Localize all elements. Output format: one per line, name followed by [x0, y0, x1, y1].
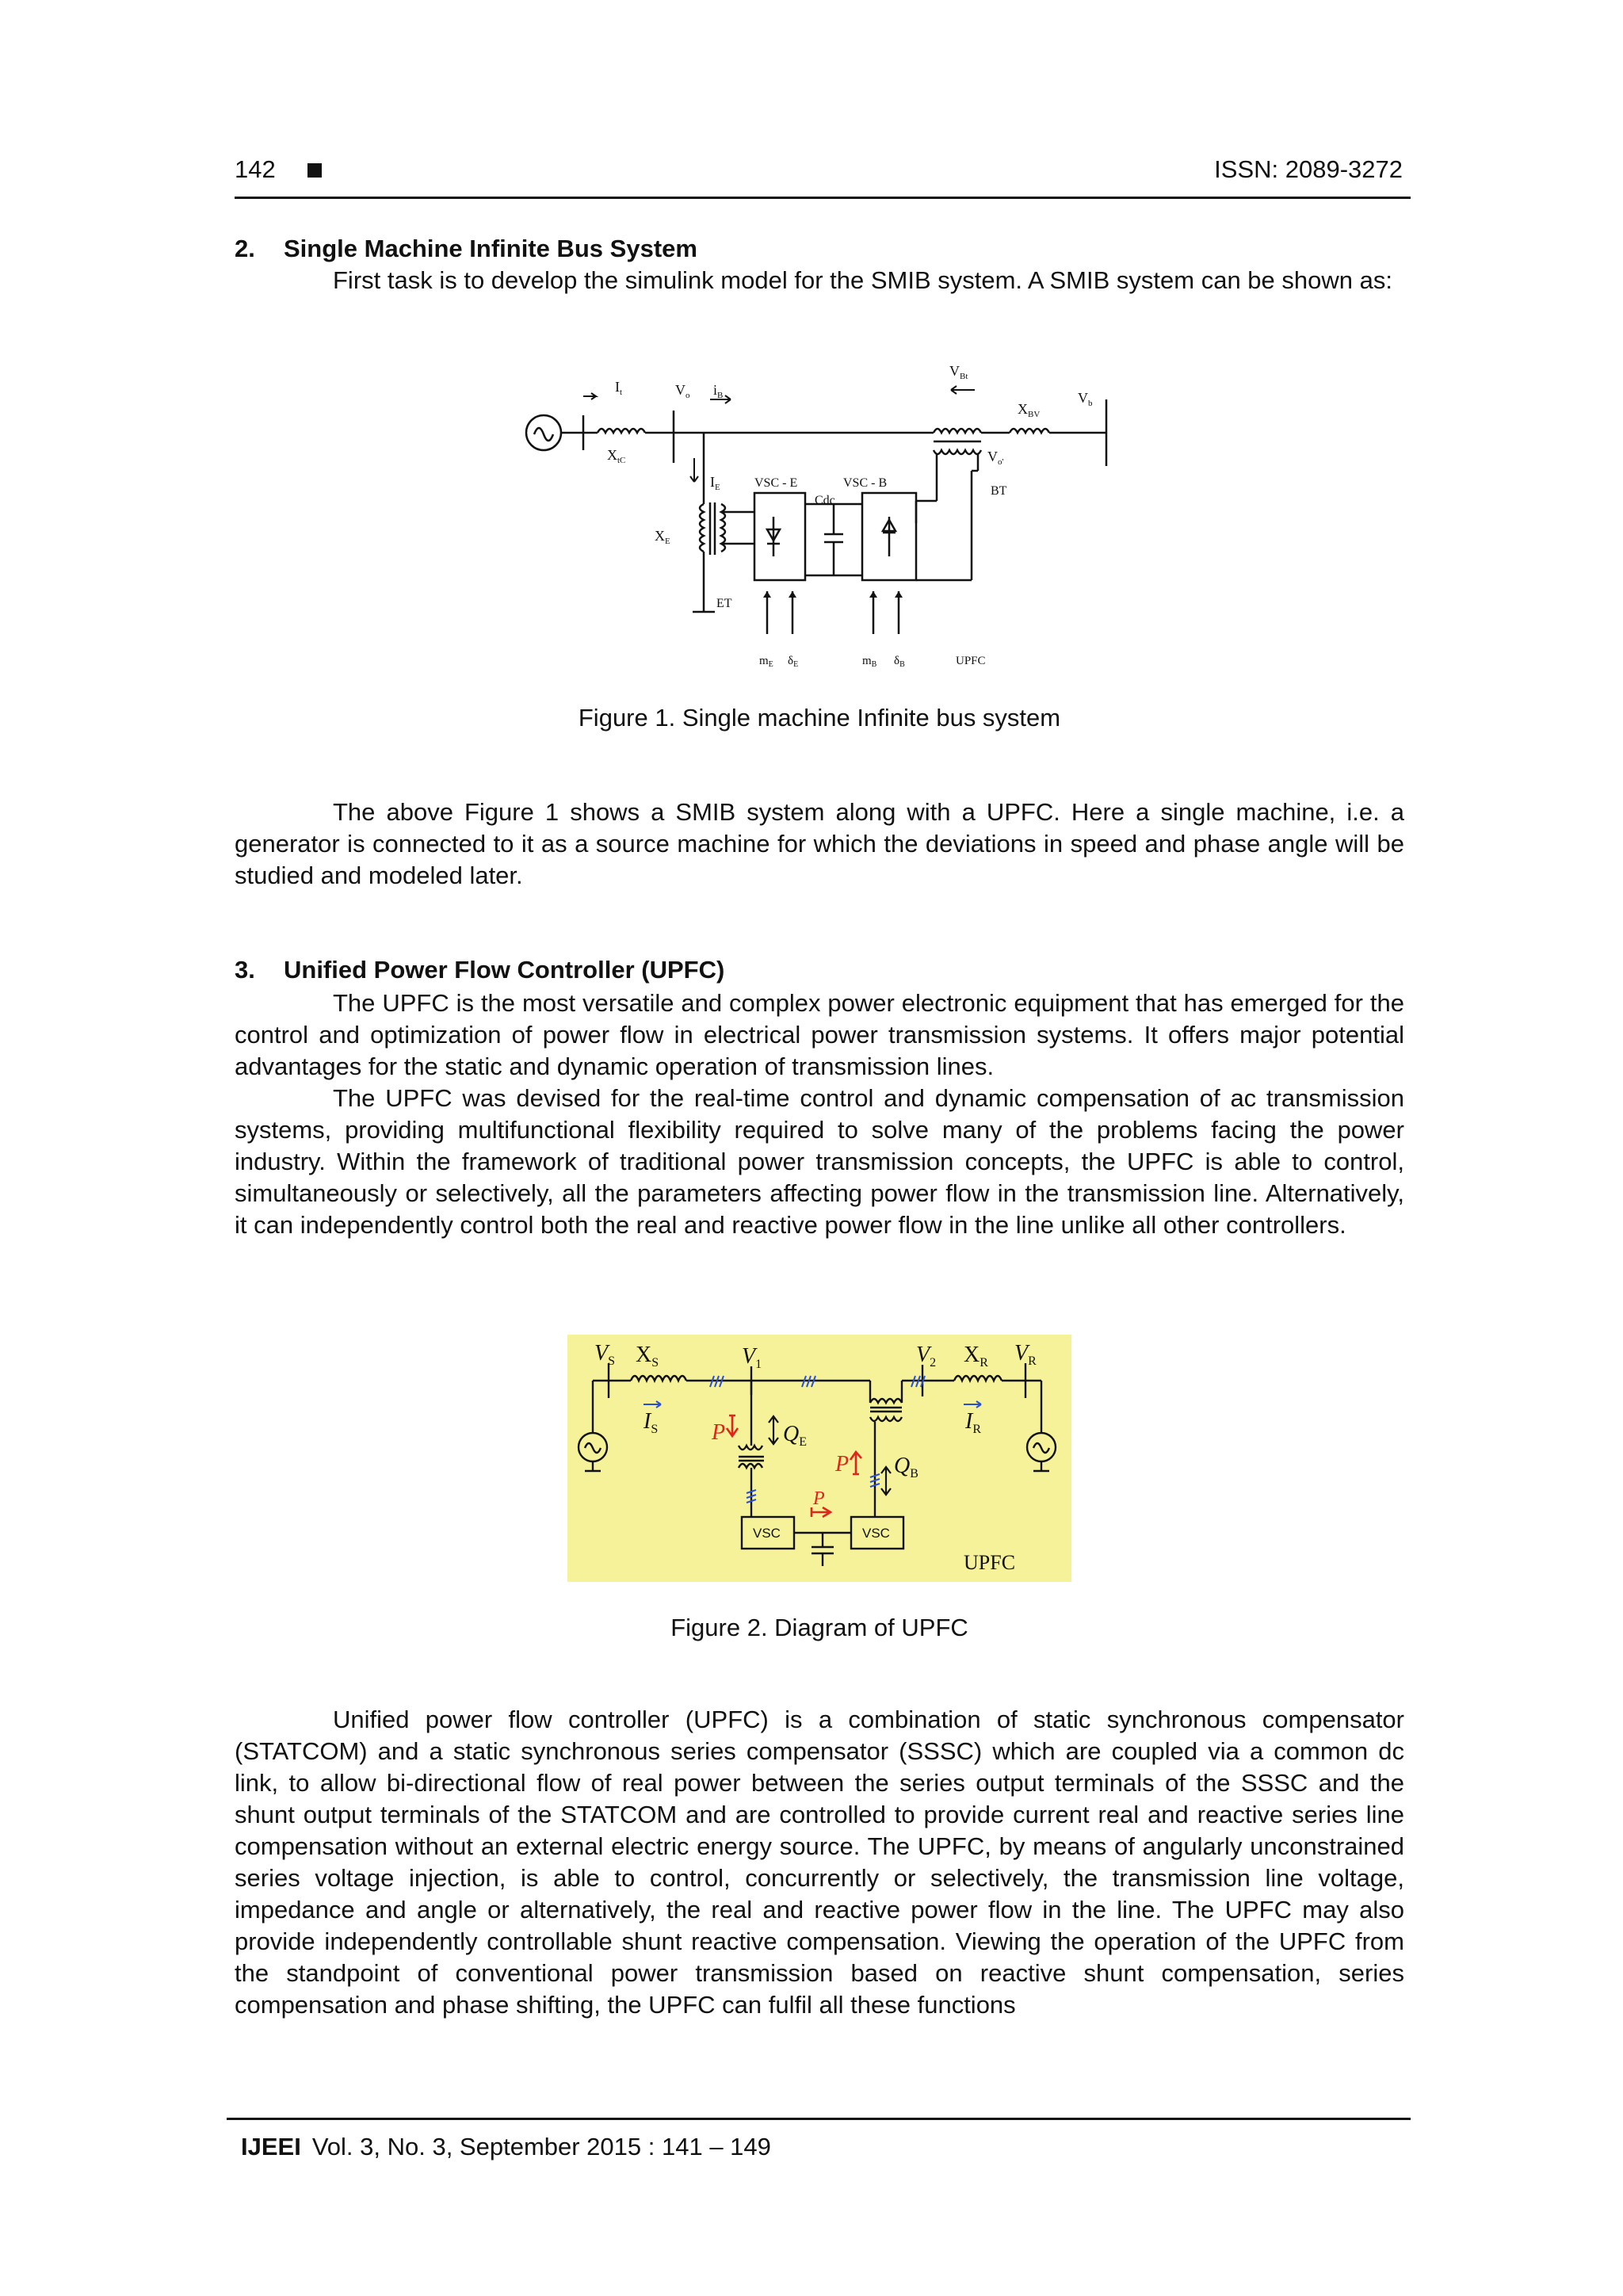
label-p-shunt: P — [712, 1420, 726, 1445]
square-bullet-icon — [307, 163, 322, 178]
section-2-title: Single Machine Infinite Bus System — [284, 235, 697, 262]
section-3-heading — [235, 956, 724, 984]
label-ib: $i_B$ — [713, 382, 724, 400]
label-qb: $Q_B$ — [894, 1454, 918, 1480]
label-xs: $X_S$ — [636, 1343, 659, 1370]
label-vs: $V_S$ — [594, 1341, 616, 1368]
section-2-paragraph: First task is to develop the simulink model for the SMIB system. A SMIB system can be shown as: — [333, 266, 1392, 294]
label-ir: $I_R$ — [965, 1409, 981, 1436]
et-primary-coil — [700, 504, 704, 552]
label-xbv: $X_{BV}$ — [1018, 401, 1041, 419]
page-header — [235, 155, 1411, 199]
label-vr: $V_R$ — [1014, 1341, 1037, 1368]
label-vsc-right: VSC — [862, 1526, 890, 1541]
label-cdc: Cdc — [815, 494, 835, 507]
label-it: $I_t$ — [615, 379, 623, 397]
label-xtc: $X_{tC}$ — [607, 447, 626, 465]
label-bt: BT — [991, 484, 1007, 498]
label-upfc-fig2: UPFC — [964, 1551, 1016, 1574]
section-3-number: 3. — [235, 956, 255, 984]
journal-name: IJEEI — [241, 2133, 301, 2160]
label-qe: $Q_E$ — [783, 1422, 808, 1449]
label-xr: $X_R$ — [964, 1343, 988, 1370]
section-2-heading — [235, 235, 697, 263]
label-et: ET — [716, 597, 732, 610]
label-vsc-b: VSC - B — [843, 476, 888, 490]
figure-1-caption: Figure 1. Single machine Infinite bus system — [578, 704, 1061, 732]
label-mb: $m_B$ — [862, 655, 877, 669]
bt-secondary-coil — [934, 450, 981, 454]
label-p-dc: P — [813, 1488, 825, 1509]
paragraph-after-figure-2: Unified power flow controller (UPFC) is a combination of static synchronous compensator (STATCOM) and a static synchronous series compensator (SSSC) which are coupled via a common dc link, to allow bi-directional flow of real power between the series output terminals of the SSSC and the shunt output terminals of the STATCOM and are controlled to provide current real and reactive series line compensation without an external electric energy source. The UPFC, by means of angularly unconstrained series voltage injection, is able to control, concurrently or selectively, the transmission line voltage, impedance and angle or alternatively, the real and reactive power flow in the line. The UPFC may also provide independently controllable shunt reactive compensation. Viewing the operation of the UPFC from the standpoint of conventional power transmission based on reactive shunt compensation, series compensation and phase shifting, the UPFC can fulfil all these functions — [235, 1706, 1404, 2019]
figure-2-caption: Figure 2. Diagram of UPFC — [670, 1614, 968, 1641]
bt-primary-coil — [934, 429, 981, 433]
label-vb: $V_b$ — [1078, 390, 1093, 408]
figure-1-smib-diagram — [520, 353, 1122, 683]
label-ie: $I_E$ — [710, 474, 720, 492]
label-p-series: P — [835, 1452, 850, 1477]
label-vsc-left: VSC — [753, 1526, 781, 1541]
page-number: 142 — [235, 155, 276, 183]
issn: ISSN: 2089-3272 — [1214, 155, 1403, 183]
label-delta-b: $\delta_B$ — [894, 655, 905, 669]
journal-citation — [241, 2133, 771, 2161]
figure-2-background — [567, 1335, 1071, 1582]
xtc-inductor — [598, 429, 645, 433]
label-is: $I_S$ — [643, 1409, 659, 1436]
label-vsc-e: VSC - E — [754, 476, 798, 490]
section-3-title: Unified Power Flow Controller (UPFC) — [284, 956, 725, 984]
xbv-inductor — [1010, 429, 1049, 433]
label-vbt: $V_{Bt}$ — [949, 363, 968, 381]
vsc-e-block — [754, 493, 805, 580]
figure-2-upfc-diagram — [567, 1335, 1071, 1582]
label-vo: $V_o$ — [675, 382, 690, 400]
section-3-paragraph-1: The UPFC is the most versatile and complex power electronic equipment that has emerged for the control and optimization of power flow in electrical power transmission systems. It offers major potential advantages for the static and dynamic operation of transmission lines. — [235, 989, 1404, 1080]
section-2-number: 2. — [235, 235, 255, 262]
label-upfc-fig1: UPFC — [956, 655, 986, 667]
label-me: $m_E$ — [759, 655, 773, 669]
section-3-paragraph-2: The UPFC was devised for the real-time control and dynamic compensation of ac transmission systems, providing multifunctional flexibility required to solve many of the problems facing the power industry. Within the framework of traditional power transmission concepts, the UPFC is able to control, simultaneously or selectively, all the parameters affecting power flow in the transmission line. Alternatively, it can independently control both the real and reactive power flow in the line unlike all other controllers. — [235, 1084, 1404, 1239]
label-xe: $X_E$ — [655, 528, 670, 546]
page-footer — [227, 2118, 1411, 2160]
label-vo-prime: $V_{o'}$ — [987, 449, 1004, 467]
journal-volume: Vol. 3, No. 3, September 2015 : 141 – 149 — [311, 2133, 771, 2160]
label-v1: $V_1$ — [742, 1344, 762, 1371]
label-delta-e: $\delta_E$ — [788, 655, 799, 669]
label-v2: $V_2$ — [916, 1343, 937, 1370]
paragraph-after-figure-1: The above Figure 1 shows a SMIB system along with a UPFC. Here a single machine, i.e. a generator is connected to it as a source machine for which the deviations in speed and phase angle will be studied and modeled later. — [235, 798, 1404, 889]
